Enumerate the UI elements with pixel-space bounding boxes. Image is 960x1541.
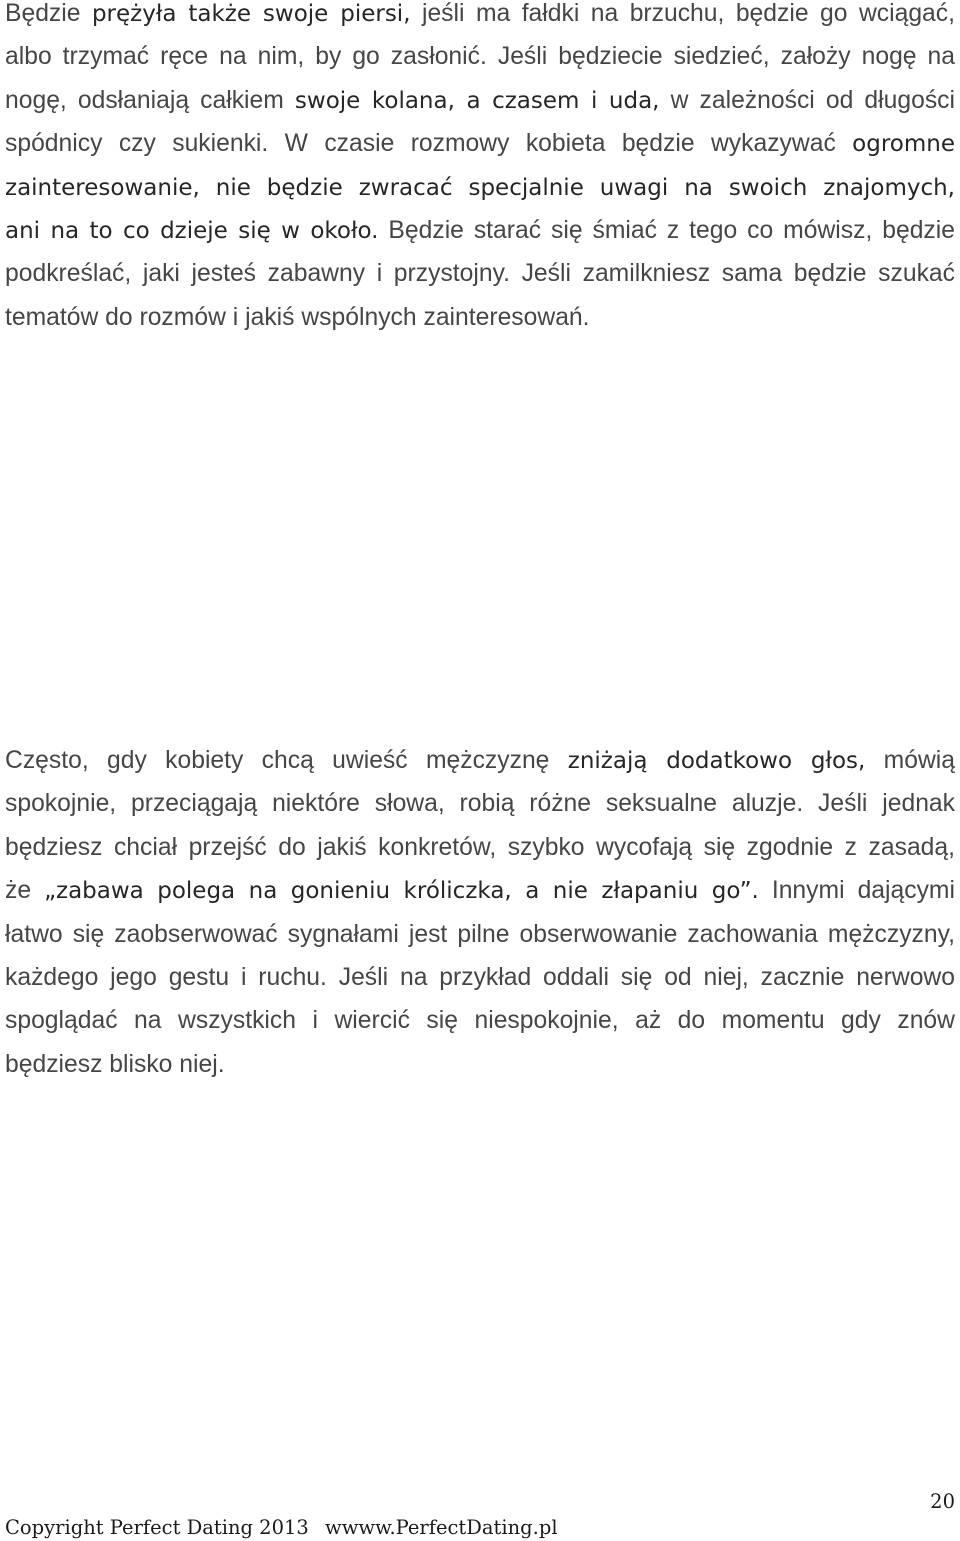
text-line bbox=[5, 999, 955, 1042]
text-run: będziesz blisko niej. bbox=[5, 1050, 225, 1078]
text-run: spoglądać na wszystkich i wiercić się niespokojnie, aż do momentu gdy znów bbox=[5, 1007, 955, 1035]
text-line bbox=[5, 1043, 955, 1086]
footer-copyright: Copyright Perfect Dating 2013 bbox=[5, 1516, 309, 1539]
text-run: że bbox=[5, 877, 45, 905]
text-run: mówią bbox=[865, 747, 955, 774]
emphasized-text: zainteresowanie, nie będzie zwracać specjalnie uwagi na swoich znajomych, bbox=[5, 174, 955, 201]
emphasized-text: ogromne bbox=[852, 131, 955, 158]
paragraph-1 bbox=[5, 0, 955, 339]
text-line bbox=[5, 296, 955, 339]
text-run: Będzie bbox=[5, 0, 92, 27]
text-run: tematów do rozmów i jakiś wspólnych zainteresowań. bbox=[5, 303, 590, 331]
text-line bbox=[5, 252, 955, 295]
text-line bbox=[5, 869, 955, 912]
text-run: spódnicy czy sukienki. W czasie rozmowy kobieta będzie wykazywać bbox=[5, 130, 853, 158]
text-line bbox=[5, 166, 955, 209]
text-line bbox=[5, 956, 955, 999]
page-number: 20 bbox=[930, 1490, 955, 1513]
text-run: Będzie starać się śmiać z tego co mówisz, będzie bbox=[378, 216, 955, 244]
paragraph-2 bbox=[5, 739, 955, 1086]
text-run: Innymi dającymi bbox=[758, 877, 955, 905]
emphasized-text: „zabawa polega na gonieniu króliczka, a nie złapaniu go”. bbox=[44, 878, 759, 905]
text-line bbox=[5, 782, 955, 825]
text-line bbox=[5, 913, 955, 956]
text-run: nogę, odsłaniają całkiem bbox=[5, 86, 295, 114]
text-line bbox=[5, 35, 955, 78]
emphasized-text: swoje kolana, a czasem i uda, bbox=[294, 87, 660, 114]
text-run: każdego jego gestu i ruchu. Jeśli na przykład oddali się od niej, zacznie nerwowo bbox=[5, 963, 955, 991]
emphasized-text: prężyła także swoje piersi, bbox=[91, 1, 411, 27]
text-run: będziesz chciał przejść do jakiś konkretów, szybko wycofają się zgodnie z zasadą, bbox=[5, 833, 955, 861]
text-run: Często, gdy kobiety chcą uwieść mężczyznę bbox=[5, 747, 568, 774]
text-run: spokojnie, przeciągają niektóre słowa, robią różne seksualne aluzje. Jeśli jednak bbox=[5, 790, 955, 818]
text-line bbox=[5, 739, 955, 782]
text-run: w zależności od długości bbox=[659, 86, 955, 114]
text-run: podkreślać, jaki jesteś zabawny i przystojny. Jeśli zamilkniesz sama będzie szukać bbox=[5, 260, 955, 288]
emphasized-text: zniżają dodatkowo głos, bbox=[567, 748, 866, 774]
text-line bbox=[5, 0, 955, 35]
text-line bbox=[5, 826, 955, 869]
text-run: jeśli ma fałdki na brzuchu, będzie go wciągać, bbox=[410, 0, 955, 27]
text-run: albo trzymać ręce na nim, by go zasłonić. Jeśli będziecie siedzieć, założy nogę na bbox=[5, 43, 955, 71]
text-line bbox=[5, 79, 955, 122]
text-run: łatwo się zaobserwować sygnałami jest pilne obserwowanie zachowania mężczyzny, bbox=[5, 920, 955, 948]
footer-url: wwww.PerfectDating.pl bbox=[325, 1516, 558, 1539]
text-line bbox=[5, 209, 955, 252]
emphasized-text: ani na to co dzieje się w około. bbox=[5, 217, 379, 244]
text-line bbox=[5, 122, 955, 165]
